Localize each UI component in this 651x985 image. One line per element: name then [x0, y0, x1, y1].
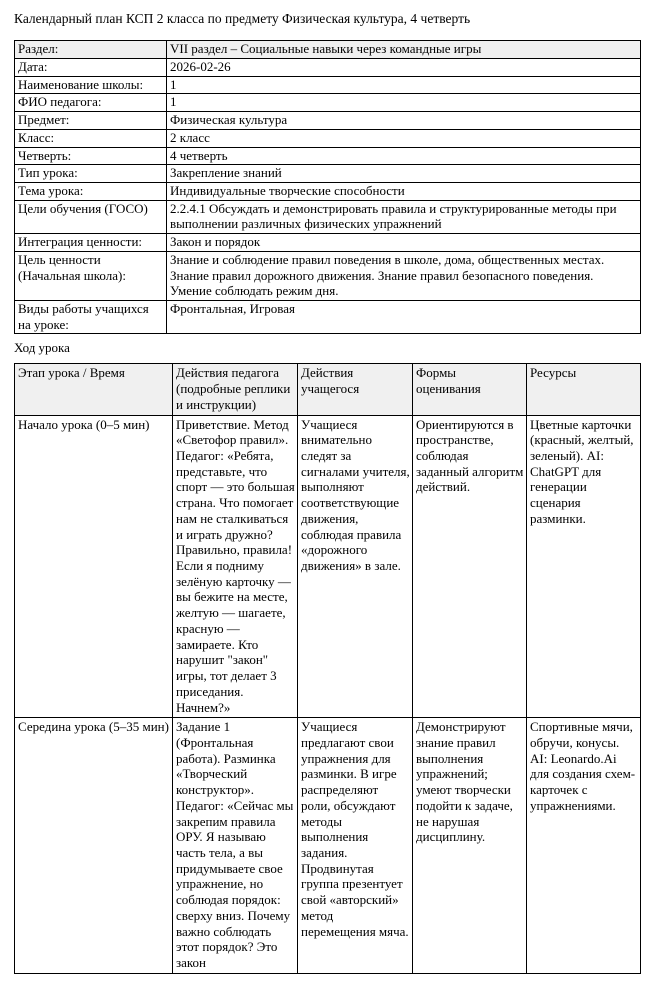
lesson-flow-heading: Ход урока: [14, 340, 70, 356]
table-row: [15, 41, 641, 59]
table-row: [15, 415, 641, 718]
table-row: [15, 165, 641, 183]
resources-cell: Спортивные мячи, обручи, конусы. AI: Leonardo.Ai для создания схем-карточек с упражнениями.: [527, 718, 641, 974]
info-label: Дата:: [15, 58, 167, 76]
info-label: Класс:: [15, 129, 167, 147]
column-header-stage: Этап урока / Время: [15, 364, 173, 415]
info-value: Знание и соблюдение правил поведения в школе, дома, общественных местах. Знание правил дорожного движения. Знание правил безопасного поведения. Умение соблюдать режим дня.: [167, 251, 641, 300]
table-row: [15, 129, 641, 147]
info-label: Интеграция ценности:: [15, 234, 167, 252]
student-actions-cell: Учащиеся внимательно следят за сигналами учителя, выполняют соответствующие движения, соблюдая правила «дорожного движения» в зале.: [298, 415, 413, 718]
table-row: [15, 251, 641, 300]
column-header-assessment: Формы оценивания: [413, 364, 527, 415]
table-row: [15, 182, 641, 200]
info-label: Виды работы учащихся на уроке:: [15, 300, 167, 333]
info-label: Тема урока:: [15, 182, 167, 200]
teacher-actions-cell: Приветствие. Метод «Светофор правил». Педагог: «Ребята, представьте, что спорт — это большая страна. Что помогает нам не сталкиваться и играть дружно? Правильно, правила! Если я подниму зелёную карточку — вы бежите на месте, желтую — шагаете, красную — замираете. Кто нарушит "закон" игры, тот делает 3 приседания. Начнем?»: [173, 415, 298, 718]
info-value: Фронтальная, Игровая: [167, 300, 641, 333]
info-value: 2.2.4.1 Обсуждать и демонстрировать правила и структурированные методы при выполнении различных физических упражнений: [167, 200, 641, 233]
info-label: Четверть:: [15, 147, 167, 165]
table-row: [15, 58, 641, 76]
info-value: 4 четверть: [167, 147, 641, 165]
stage-cell: Начало урока (0–5 мин): [15, 415, 173, 718]
resources-cell: Цветные карточки (красный, желтый, зеленый). AI: ChatGPT для генерации сценария разминки.: [527, 415, 641, 718]
info-label: Предмет:: [15, 112, 167, 130]
stage-cell: Середина урока (5–35 мин): [15, 718, 173, 974]
table-row: [15, 76, 641, 94]
table-row: [15, 200, 641, 233]
info-label: Цель ценности (Начальная школа):: [15, 251, 167, 300]
info-value: 1: [167, 76, 641, 94]
table-row: [15, 147, 641, 165]
info-label: Цели обучения (ГОСО): [15, 200, 167, 233]
info-value: Закрепление знаний: [167, 165, 641, 183]
table-header-row: [15, 364, 641, 415]
column-header-resources: Ресурсы: [527, 364, 641, 415]
table-row: [15, 94, 641, 112]
info-value: 2026-02-26: [167, 58, 641, 76]
document-title: Календарный план КСП 2 класса по предмету Физическая культура, 4 четверть: [14, 11, 471, 26]
info-value: 2 класс: [167, 129, 641, 147]
column-header-teacher-actions: Действия педагога (подробные реплики и инструкции): [173, 364, 298, 415]
info-table: [14, 40, 641, 334]
column-header-student-actions: Действия учащегося: [298, 364, 413, 415]
info-label: Тип урока:: [15, 165, 167, 183]
info-label: Наименование школы:: [15, 76, 167, 94]
assessment-cell: Демонстрируют знание правил выполнения упражнений; умеют творчески подойти к задаче, не нарушая дисциплину.: [413, 718, 527, 974]
student-actions-cell: Учащиеся предлагают свои упражнения для разминки. В игре распределяют роли, обсуждают методы выполнения задания. Продвинутая группа презентует свой «авторский» метод перемещения мяча.: [298, 718, 413, 974]
table-row: [15, 718, 641, 974]
table-row: [15, 234, 641, 252]
info-value: Физическая культура: [167, 112, 641, 130]
info-value: Индивидуальные творческие способности: [167, 182, 641, 200]
teacher-actions-cell: Задание 1 (Фронтальная работа). Разминка «Творческий конструктор». Педагог: «Сейчас мы закрепим правила ОРУ. Я называю часть тела, а вы придумываете свое упражнение, но соблюдая порядок: сверху вниз. Почему важно соблюдать этот порядок? Это закон: [173, 718, 298, 974]
info-value: Закон и порядок: [167, 234, 641, 252]
info-label: Раздел:: [15, 41, 167, 59]
info-value: 1: [167, 94, 641, 112]
table-row: [15, 112, 641, 130]
info-label: ФИО педагога:: [15, 94, 167, 112]
assessment-cell: Ориентируются в пространстве, соблюдая заданный алгоритм действий.: [413, 415, 527, 718]
lesson-table: [14, 363, 641, 973]
table-row: [15, 300, 641, 333]
info-value: VII раздел – Социальные навыки через командные игры: [167, 41, 641, 59]
